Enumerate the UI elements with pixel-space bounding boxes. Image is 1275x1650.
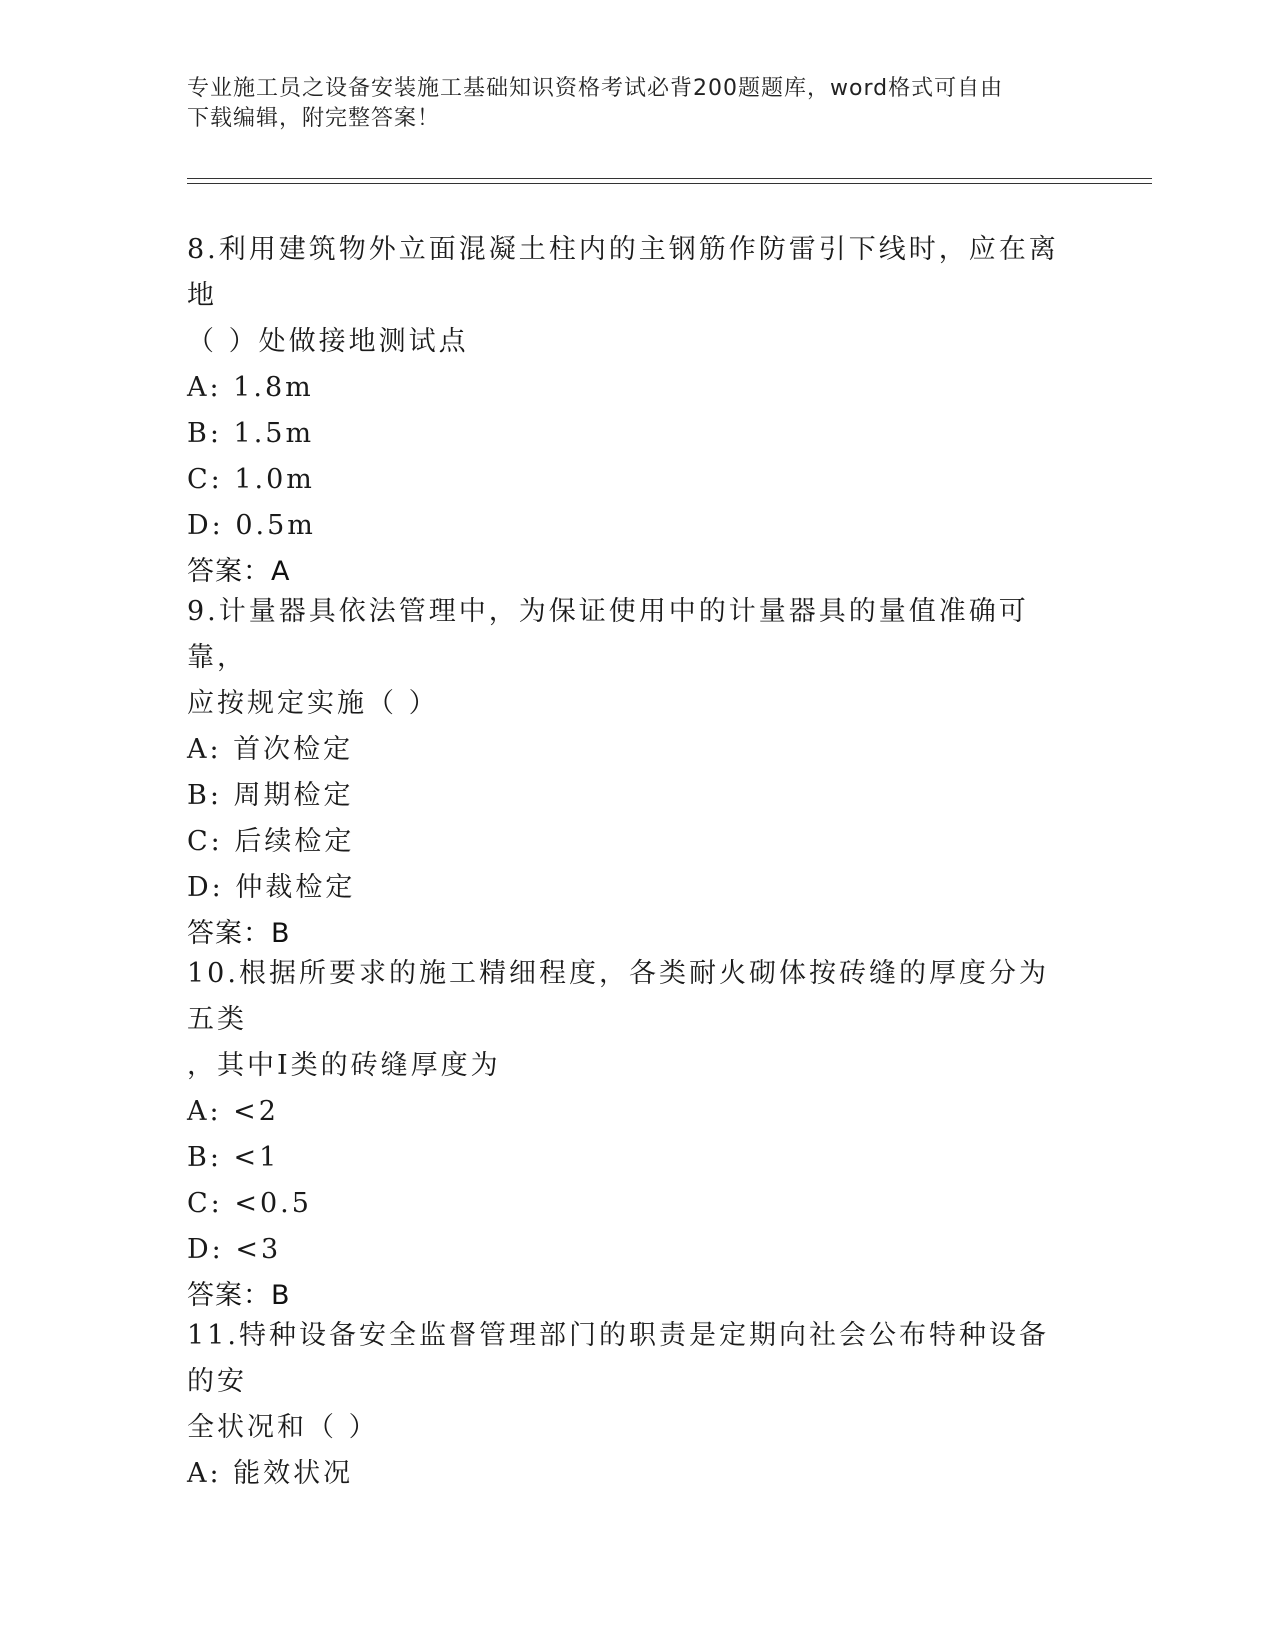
option-a: A: 1.8m xyxy=(187,372,314,403)
option-d: D: <3 xyxy=(187,1234,282,1265)
option-b: B: 周期检定 xyxy=(187,780,354,811)
option-a: A: 首次检定 xyxy=(187,734,354,765)
option-a: A: <2 xyxy=(187,1096,279,1127)
option-d: D: 0.5m xyxy=(187,510,316,541)
question-stem-line-1: 11.特种设备安全监督管理部门的职责是定期向社会公布特种设备的安 xyxy=(187,1320,1049,1397)
option-b: B: 1.5m xyxy=(187,418,315,449)
answer: 答案：B xyxy=(187,1280,291,1311)
header-title-line-2: 下载编辑，附完整答案！ xyxy=(187,106,441,131)
question-stem-line-1: 9.计量器具依法管理中，为保证使用中的计量器具的量值准确可靠， xyxy=(187,596,1029,673)
answer: 答案：A xyxy=(187,556,291,587)
option-d: D: 仲裁检定 xyxy=(187,872,356,903)
option-c: C: 后续检定 xyxy=(187,826,355,857)
question-stem-line-2: 全状况和（ ） xyxy=(187,1412,379,1443)
question-stem-line-1: 8.利用建筑物外立面混凝土柱内的主钢筋作防雷引下线时，应在离地 xyxy=(187,234,1059,311)
question-8 xyxy=(187,227,1077,595)
question-10 xyxy=(187,951,1077,1319)
option-b: B: <1 xyxy=(187,1142,280,1173)
answer: 答案：B xyxy=(187,918,291,949)
question-stem-line-2: ，其中Ⅰ类的砖缝厚度为 xyxy=(187,1050,501,1081)
document-header xyxy=(187,74,1087,134)
option-c: C: 1.0m xyxy=(187,464,315,495)
header-divider-top xyxy=(187,178,1152,179)
option-a: A: 能效状况 xyxy=(187,1458,354,1489)
question-9 xyxy=(187,589,1077,957)
header-divider-bottom xyxy=(187,183,1152,184)
header-title-line-1: 专业施工员之设备安装施工基础知识资格考试必背200题题库，word格式可自由 xyxy=(187,76,1004,101)
question-11 xyxy=(187,1313,1077,1497)
option-c: C: <0.5 xyxy=(187,1188,312,1219)
question-stem-line-1: 10.根据所要求的施工精细程度，各类耐火砌体按砖缝的厚度分为五类 xyxy=(187,958,1049,1035)
question-stem-line-2: 应按规定实施（ ） xyxy=(187,688,439,719)
question-stem-line-2: （ ）处做接地测试点 xyxy=(187,326,469,357)
